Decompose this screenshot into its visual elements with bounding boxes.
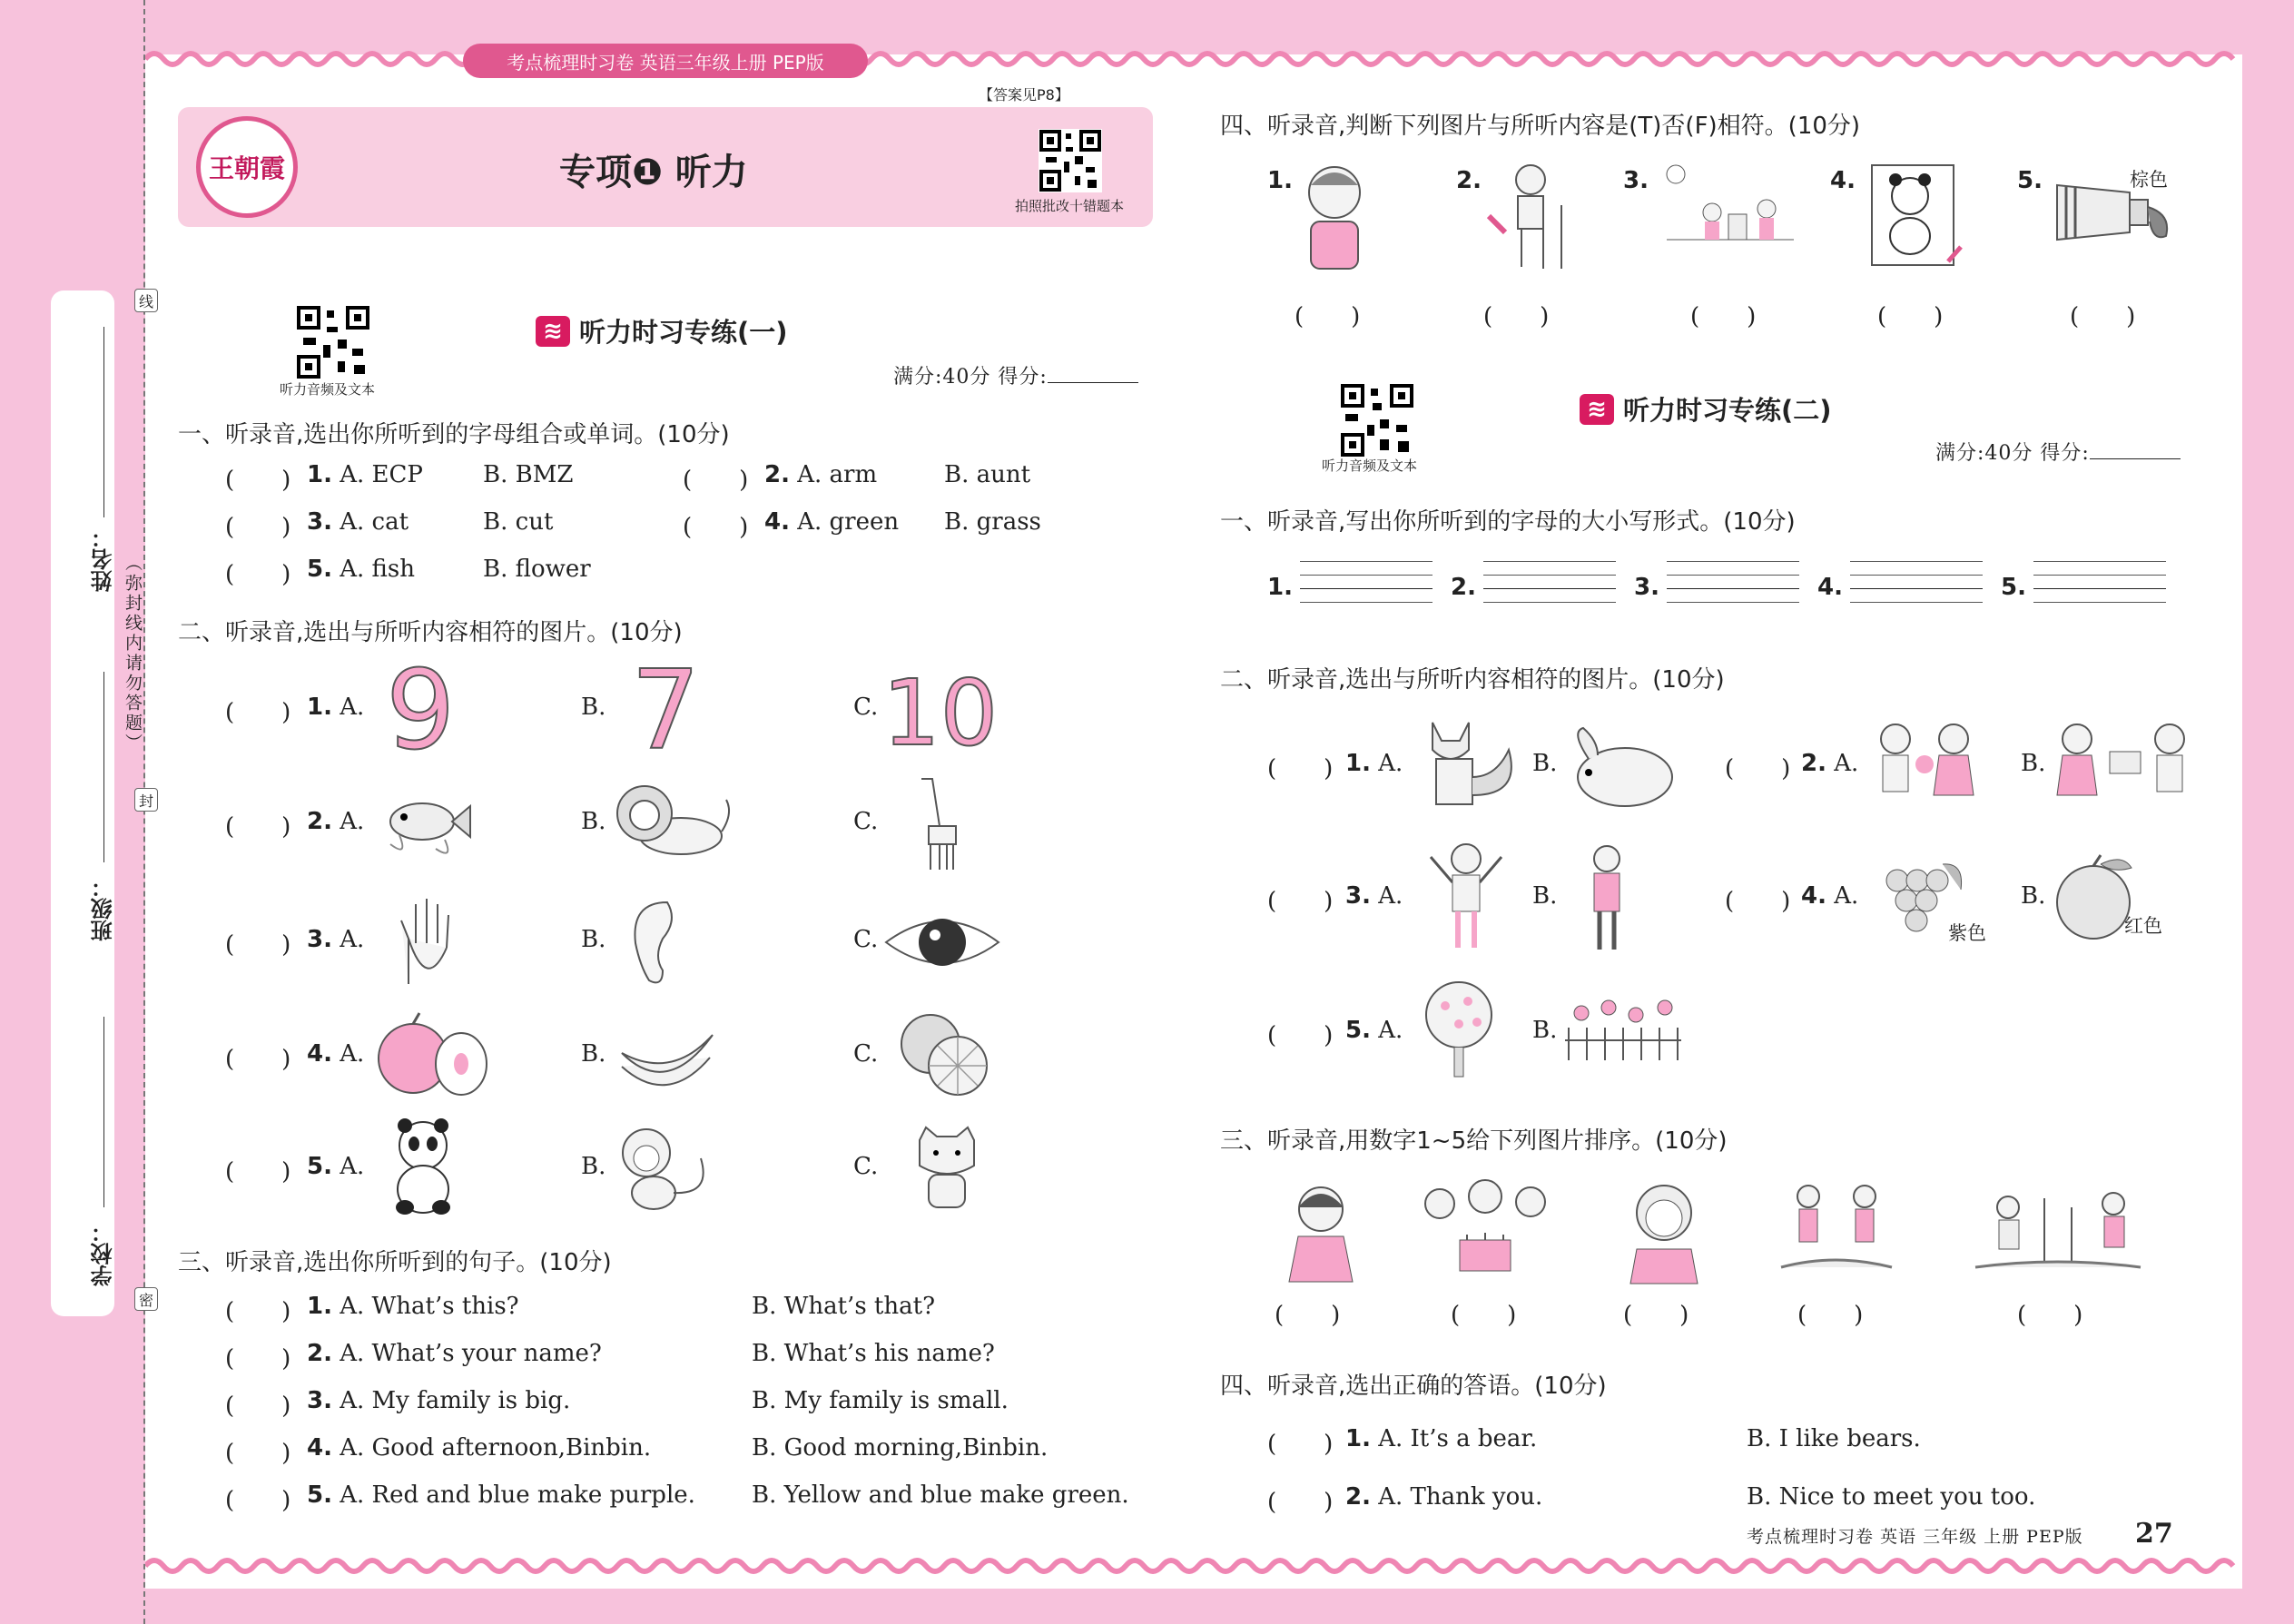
answer-bracket[interactable]: ( ): [1690, 303, 1757, 330]
question-heading: 二、听录音,选出与所听内容相符的图片。(10分): [1220, 666, 1725, 694]
fox-picture: [1414, 714, 1523, 813]
option-b: B. I like bears.: [1747, 1425, 1921, 1452]
option-a: A.: [340, 926, 365, 953]
fish-picture: [381, 781, 472, 862]
item-number: 2.: [1801, 750, 1826, 777]
answer-bracket[interactable]: ( ): [1295, 303, 1361, 330]
answer-reference: 【答案见P8】: [979, 86, 1069, 103]
audio-qr-caption: 听力音频及文本: [280, 381, 376, 398]
item-number: 5.: [307, 556, 332, 583]
footer-text: 考点梳理时习卷 英语 三年级 上册 PEP版: [1747, 1527, 2083, 1547]
answer-bracket[interactable]: ( ): [225, 813, 291, 841]
answer-bracket[interactable]: ( ): [1267, 755, 1334, 782]
children-outdoors-picture: [1658, 160, 1803, 251]
option-a: A.: [340, 1153, 365, 1180]
listening-icon: ≋: [1580, 394, 1614, 425]
seal-line-note: （弥封线内请勿答题）: [123, 554, 143, 753]
answer-bracket[interactable]: ( ): [1275, 1302, 1341, 1329]
answer-bracket[interactable]: ( ): [225, 699, 291, 726]
option-a: A.: [340, 808, 365, 835]
item-number: 3.: [307, 508, 332, 536]
answer-bracket[interactable]: ( ): [1267, 888, 1334, 915]
girl-thinking-picture: [1280, 1180, 1362, 1285]
answer-bracket[interactable]: ( ): [2017, 1302, 2083, 1329]
cut-mark-seal: 封: [134, 788, 158, 812]
option-b: B.: [2021, 750, 2046, 777]
children-giving-gift-picture: [1870, 719, 1979, 813]
item-number: 1.: [307, 694, 332, 721]
item-number: 1.: [1345, 1425, 1371, 1452]
section-title-text: 听力时习专练(一): [579, 317, 788, 348]
class-field[interactable]: [103, 672, 104, 862]
answer-bracket[interactable]: ( ): [225, 1440, 291, 1467]
rabbit-picture: [1561, 723, 1679, 810]
answer-bracket[interactable]: ( ): [1725, 755, 1791, 782]
sitting-boy-picture: [1485, 160, 1576, 274]
option-b: B. Yellow and blue make green.: [752, 1481, 1129, 1509]
boy-standing-picture: [1580, 841, 1634, 953]
qr-caption: 拍照批改十错题本: [1015, 198, 1125, 214]
option-b: B. Nice to meet you too.: [1747, 1483, 2036, 1511]
answer-bracket[interactable]: ( ): [1267, 1431, 1334, 1458]
option-a: A. It’s a bear.: [1378, 1425, 1538, 1452]
option-a: A. What’s this?: [340, 1293, 519, 1320]
name-label: 姓名：: [91, 527, 116, 592]
question-heading: 四、听录音,判断下列图片与所听内容是(T)否(F)相符。(10分): [1220, 113, 1861, 140]
item-number: 4.: [1830, 167, 1856, 194]
school-field[interactable]: [103, 1017, 104, 1207]
option-a: A.: [1378, 1017, 1403, 1044]
item-number: 4.: [1817, 574, 1843, 601]
unit-title: 专项❶ 听力: [559, 152, 748, 193]
option-b: B. cut: [483, 508, 554, 536]
score-label: 满分:40分 得分:: [893, 366, 1048, 389]
banana-picture: [617, 1017, 717, 1095]
answer-bracket[interactable]: ( ): [1483, 303, 1550, 330]
children-walking-picture: [1777, 1180, 1895, 1280]
writing-lines[interactable]: [1483, 548, 1616, 603]
option-c: C.: [853, 926, 879, 953]
grandma-picture: [1623, 1176, 1705, 1285]
monkey-picture: [610, 1122, 715, 1213]
giraffe-picture: [903, 772, 967, 873]
option-c: C.: [853, 1040, 879, 1068]
answer-bracket[interactable]: ( ): [1267, 1489, 1334, 1516]
birthday-family-picture: [1413, 1178, 1558, 1285]
audio-qr-caption: 听力音频及文本: [1322, 458, 1418, 474]
option-a: A. ECP: [340, 461, 423, 488]
option-a: A.: [1378, 882, 1403, 910]
answer-bracket[interactable]: ( ): [1797, 1302, 1864, 1329]
answer-bracket[interactable]: ( ): [1623, 1302, 1689, 1329]
item-number: 4.: [764, 508, 790, 536]
answer-bracket[interactable]: ( ): [1451, 1302, 1517, 1329]
answer-bracket[interactable]: ( ): [225, 467, 291, 494]
school-label: 学校：: [91, 1221, 116, 1286]
item-number: 3.: [1623, 167, 1649, 194]
name-field[interactable]: [103, 327, 104, 517]
logo-text: 王朝霞: [208, 153, 285, 183]
option-c: C.: [853, 808, 879, 835]
number-ten-picture: [881, 661, 999, 752]
option-b: B. What’s that?: [752, 1293, 936, 1320]
question-heading: 三、听录音,选出你所听到的句子。(10分): [178, 1249, 612, 1276]
qr-code-icon[interactable]: [1039, 129, 1102, 192]
option-a: A. Red and blue make purple.: [340, 1481, 695, 1509]
item-number: 3.: [307, 926, 332, 953]
unit-header: [178, 107, 1153, 227]
ear-picture: [622, 893, 685, 989]
class-label: 班级：: [91, 876, 116, 941]
answer-bracket[interactable]: ( ): [225, 1487, 291, 1514]
listening-icon: ≋: [536, 316, 570, 347]
option-a: A.: [1834, 750, 1859, 777]
writing-lines[interactable]: [2033, 548, 2166, 603]
question-heading: 二、听录音,选出与所听内容相符的图片。(10分): [178, 619, 683, 646]
item-number: 5.: [2017, 167, 2043, 194]
score-line: [893, 361, 1138, 389]
series-banner: 考点梳理时习卷 英语三年级上册 PEP版: [463, 44, 868, 78]
item-number: 3.: [307, 1387, 332, 1414]
flower-garden-picture: [1563, 995, 1687, 1064]
brown-color-label: 棕色: [2130, 169, 2168, 191]
planting-trees-picture: [1972, 1180, 2144, 1280]
option-a: A. green: [797, 508, 900, 536]
boy-waving-picture: [1425, 839, 1507, 953]
item-number: 4.: [307, 1040, 332, 1068]
item-number: 5.: [1345, 1017, 1371, 1044]
brand-logo: [196, 116, 298, 218]
item-number: 2.: [307, 1340, 332, 1367]
option-b: B.: [581, 808, 606, 835]
option-b: B. aunt: [944, 461, 1031, 488]
number-seven-picture: [626, 657, 708, 757]
item-number: 5.: [307, 1153, 332, 1180]
item-number: 2.: [307, 808, 332, 835]
item-number: 4.: [307, 1434, 332, 1462]
item-number: 4.: [1801, 882, 1826, 910]
item-number: 2.: [1451, 574, 1476, 601]
answer-bracket[interactable]: ( ): [1267, 1022, 1334, 1049]
answer-bracket[interactable]: ( ): [225, 1393, 291, 1420]
drawing-panda-picture: [1866, 160, 1966, 274]
section-title-2: [1580, 390, 1832, 428]
option-b: B.: [1532, 1017, 1558, 1044]
answer-bracket[interactable]: ( ): [683, 514, 749, 541]
item-number: 2.: [1456, 167, 1482, 194]
item-number: 1.: [307, 461, 332, 488]
answer-bracket[interactable]: ( ): [225, 931, 291, 959]
score-blank[interactable]: [1048, 382, 1138, 383]
option-a: A. fish: [340, 556, 415, 583]
option-b: B.: [2021, 882, 2046, 910]
audio-qr-code-icon[interactable]: [1340, 383, 1414, 458]
item-number: 3.: [1634, 574, 1659, 601]
apple-picture: [372, 1011, 490, 1098]
writing-lines[interactable]: [1300, 548, 1433, 603]
answer-bracket[interactable]: ( ): [225, 561, 291, 588]
question-heading: 三、听录音,用数字1~5给下列图片排序。(10分): [1220, 1127, 1728, 1155]
option-a: A.: [1834, 882, 1859, 910]
answer-bracket[interactable]: ( ): [225, 514, 291, 541]
item-number: 5.: [307, 1481, 332, 1509]
option-a: A. Good afternoon,Binbin.: [340, 1434, 652, 1462]
eye-picture: [882, 910, 1002, 975]
option-b: B. What’s his name?: [752, 1340, 995, 1367]
option-a: A. Thank you.: [1378, 1483, 1543, 1511]
question-heading: 四、听录音,选出正确的答语。(10分): [1220, 1373, 1607, 1400]
answer-bracket[interactable]: ( ): [225, 1298, 291, 1325]
answer-bracket[interactable]: ( ): [225, 1046, 291, 1073]
student-info-panel: [51, 290, 114, 1316]
option-c: C.: [853, 1153, 879, 1180]
score-label: 满分:40分 得分:: [1935, 442, 2090, 465]
score-blank[interactable]: [2090, 458, 2181, 459]
panda-picture: [387, 1117, 459, 1216]
option-c: C.: [853, 694, 879, 721]
purple-color-label: 紫色: [1948, 922, 1986, 944]
item-number: 3.: [1345, 882, 1371, 910]
option-a: A. My family is big.: [340, 1387, 571, 1414]
lion-picture: [608, 777, 735, 868]
item-number: 5.: [2001, 574, 2026, 601]
svg-text:7: 7: [631, 657, 701, 757]
option-a: A. cat: [340, 508, 409, 536]
option-b: B.: [581, 1153, 606, 1180]
option-b: B. flower: [483, 556, 591, 583]
writing-lines[interactable]: [1667, 548, 1799, 603]
audio-qr-code-icon[interactable]: [296, 305, 370, 379]
red-color-label: 红色: [2124, 915, 2162, 937]
section-title-text: 听力时习专练(二): [1623, 395, 1832, 426]
option-b: B. BMZ: [483, 461, 574, 488]
score-line: [1935, 438, 2181, 466]
apple-tree-picture: [1418, 979, 1500, 1080]
item-number: 2.: [764, 461, 790, 488]
cut-mark-secret: 密: [134, 1287, 158, 1311]
answer-bracket[interactable]: ( ): [2070, 303, 2136, 330]
item-number: 1.: [1267, 167, 1293, 194]
option-b: B. Good morning,Binbin.: [752, 1434, 1049, 1462]
item-number: 2.: [1345, 1483, 1371, 1511]
top-wave-border: [145, 44, 2242, 74]
svg-text:10: 10: [882, 661, 999, 752]
answer-bracket[interactable]: ( ): [683, 467, 749, 494]
boy-touching-face-picture: [1298, 160, 1371, 274]
option-b: B.: [1532, 750, 1558, 777]
option-b: B.: [581, 926, 606, 953]
option-a: A. What’s your name?: [340, 1340, 602, 1367]
answer-bracket[interactable]: ( ): [1725, 888, 1791, 915]
option-a: A.: [340, 694, 365, 721]
option-a: A.: [1378, 750, 1403, 777]
item-number: 1.: [1267, 574, 1293, 601]
option-b: B.: [1532, 882, 1558, 910]
section-title-1: [536, 312, 788, 349]
question-heading: 一、听录音,写出你所听到的字母的大小写形式。(10分): [1220, 508, 1796, 536]
option-a: A. arm: [797, 461, 878, 488]
item-number: 1.: [1345, 750, 1371, 777]
cat-picture: [906, 1124, 988, 1213]
option-b: B.: [581, 1040, 606, 1068]
option-b: B. My family is small.: [752, 1387, 1009, 1414]
number-nine-picture: [381, 657, 463, 757]
orange-picture: [894, 1009, 994, 1100]
item-number: 1.: [307, 1293, 332, 1320]
hand-picture: [390, 893, 463, 989]
answer-bracket[interactable]: ( ): [225, 1345, 291, 1373]
option-a: A.: [340, 1040, 365, 1068]
page-number: 27: [2135, 1518, 2173, 1550]
answer-bracket[interactable]: ( ): [225, 1158, 291, 1186]
cut-mark-line: 线: [134, 289, 158, 312]
question-heading: 一、听录音,选出你所听到的字母组合或单词。(10分): [178, 421, 730, 448]
option-b: B.: [581, 694, 606, 721]
option-b: B. grass: [944, 508, 1041, 536]
children-with-box-picture: [2052, 719, 2197, 813]
answer-bracket[interactable]: ( ): [1877, 303, 1944, 330]
binding-dashed-line: [143, 0, 145, 1624]
writing-lines[interactable]: [1850, 548, 1983, 603]
svg-text:9: 9: [386, 657, 456, 757]
bottom-wave-border: [145, 1550, 2242, 1581]
